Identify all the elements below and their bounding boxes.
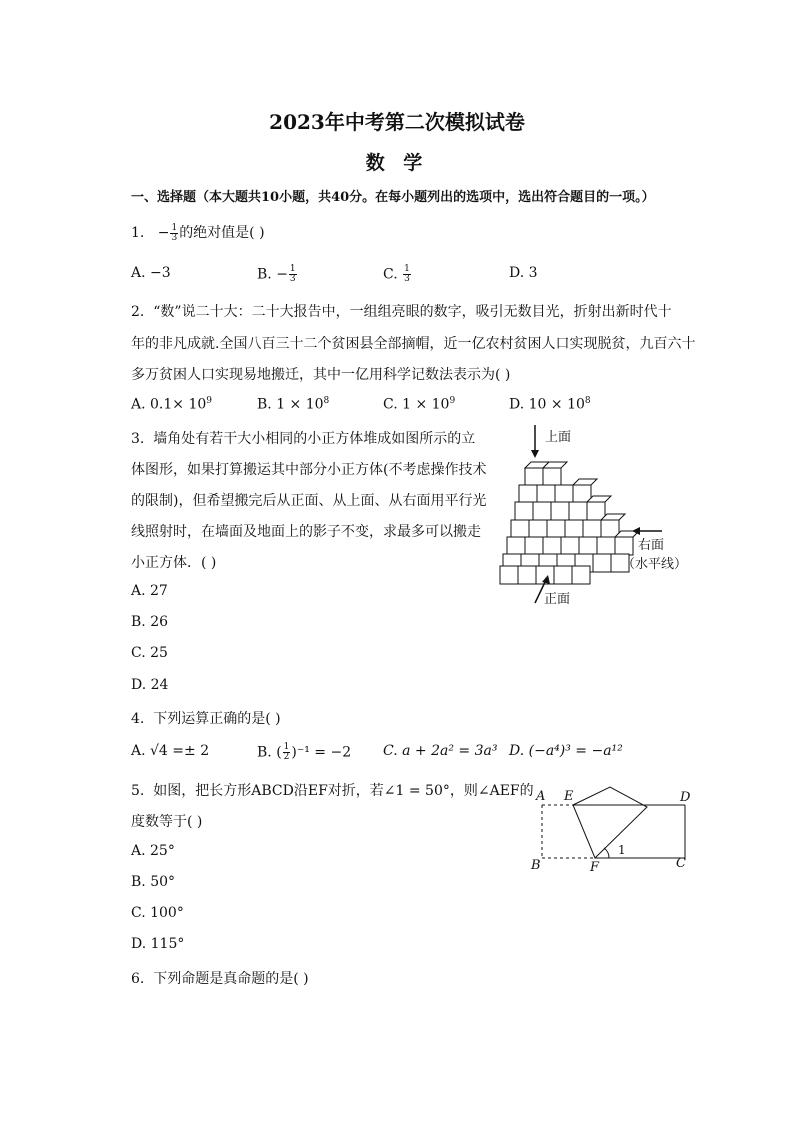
fig-point-d: D [680, 790, 691, 805]
option-text: C. 1 × 10 [383, 396, 450, 413]
fraction-denominator: 3 [404, 274, 410, 284]
question-number: 5. [131, 783, 145, 799]
fig-point-e: E [564, 789, 574, 804]
option-text: A. 0.1× 10 [131, 396, 207, 413]
fig-label-front: 正面 [544, 592, 571, 607]
cube-grid [500, 468, 633, 584]
q5-option-b: B. 50° [131, 874, 176, 890]
q5-option-a: A. 25° [131, 843, 175, 859]
question-number: 1. [131, 225, 145, 241]
question-3-line2: 体图形，如果打算搬运其中部分小正方体(不考虑操作技术 [131, 462, 487, 478]
fraction [170, 224, 178, 243]
minus-sign: − [157, 225, 170, 241]
fraction-denominator: 3 [289, 274, 296, 284]
q3-option-a: A. 27 [131, 583, 168, 599]
q1-option-d: D. 3 [509, 265, 538, 281]
exponent: 8 [584, 396, 591, 406]
subject-title: 数 学 [365, 152, 429, 174]
question-number: 6. [131, 971, 145, 987]
question-text: “数”说二十大：二十大报告中，一组组亮眼的数字，吸引无数目光，折射出新时代十 [153, 304, 672, 320]
option-label: B. ( [257, 744, 282, 761]
question-2-line1 [131, 301, 672, 321]
q4-option-a: A. √4 =± 2 [131, 743, 210, 759]
question-2-line3: 多万贫困人口实现易地搬迁，其中一亿用科学记数法表示为( ) [131, 367, 511, 383]
top-view-arrowhead [531, 450, 539, 458]
fig-point-b: B [531, 858, 541, 873]
fraction [283, 743, 291, 762]
option-text: )⁻¹ = −2 [291, 744, 352, 761]
q2-option-c [383, 396, 455, 413]
fraction-numerator: 1 [289, 264, 296, 274]
question-text: 的绝对值是( ) [179, 225, 265, 241]
fig-label-right: 右面 [638, 538, 665, 553]
question-5-line2: 度数等于( ) [131, 814, 203, 830]
option-text: B. 1 × 10 [257, 396, 324, 413]
question-1-stem [131, 222, 265, 243]
q5-option-c: C. 100° [131, 905, 184, 921]
fig-point-f: F [590, 860, 600, 875]
q4-option-d: D. (−a⁴)³ = −a¹² [509, 743, 623, 759]
q2-option-b [257, 396, 329, 413]
exponent: 9 [449, 396, 456, 406]
angle-1-arc [604, 848, 609, 858]
option-text: D. 10 × 10 [509, 396, 585, 413]
fraction [289, 265, 297, 284]
question-6-stem [131, 968, 309, 988]
exponent: 9 [206, 396, 213, 406]
q2-option-d [509, 396, 591, 413]
fraction [403, 265, 411, 284]
fig-label-right-note: （水平线） [622, 557, 688, 572]
question-2-line2: 年的非凡成就.全国八百三十二个贫困县全部摘帽，近一亿农村贫困人口实现脱贫，九百六十 [131, 336, 696, 352]
q3-option-b: B. 26 [131, 614, 169, 630]
fraction-denominator: 3 [171, 232, 178, 243]
q3-option-c: C. 25 [131, 645, 168, 661]
folded-flap [573, 787, 647, 858]
q1-option-a: A. −3 [131, 265, 171, 281]
question-number: 3. [131, 431, 145, 447]
fig-point-c: C [676, 856, 686, 871]
q1-option-c [383, 265, 412, 284]
question-text: 下列运算正确的是( ) [153, 711, 281, 727]
fig-label-top: 上面 [545, 430, 572, 445]
fraction-numerator: 1 [171, 222, 178, 233]
cube-stack-figure [490, 420, 710, 610]
fraction-denominator: 2 [283, 752, 290, 762]
option-label: B. − [257, 266, 288, 283]
q4-option-b [257, 743, 351, 762]
q3-option-d: D. 24 [131, 677, 169, 693]
fraction-numerator: 1 [404, 264, 410, 274]
question-3-line5: 小正方体．( ) [131, 555, 217, 571]
fraction-numerator: 1 [283, 742, 290, 752]
question-5-line1 [131, 780, 534, 800]
question-4-stem [131, 708, 281, 728]
question-text: 墙角处有若干大小相同的小正方体堆成如图所示的立 [153, 431, 476, 447]
q5-option-d: D. 115° [131, 936, 185, 952]
section-heading: 一、选择题（本大题共10小题，共40分。在每小题列出的选项中，选出符合题目的一项。） [131, 190, 655, 205]
fig-angle-1: 1 [618, 843, 626, 857]
question-text: 下列命题是真命题的是( ) [153, 971, 309, 987]
q1-option-b [257, 265, 298, 284]
question-3-line4: 线照射时，在墙面及地面上的影子不变，求最多可以搬走 [131, 524, 481, 540]
exponent: 8 [323, 396, 330, 406]
exam-title: 2023年中考第二次模拟试卷 [269, 110, 525, 134]
question-number: 4. [131, 711, 145, 727]
question-text: 如图，把长方形ABCD沿EF对折，若∠1 = 50°，则∠AEF的 [153, 783, 534, 799]
q4-option-c: C. a + 2a² = 3a³ [383, 743, 498, 759]
question-number: 2. [131, 304, 145, 320]
option-label: C. [383, 266, 403, 283]
question-3-line1 [131, 428, 475, 448]
q2-option-a [131, 396, 212, 413]
question-3-line3: 的限制)，但希望搬完后从正面、从上面、从右面用平行光 [131, 493, 487, 509]
fig-point-a: A [536, 789, 546, 804]
